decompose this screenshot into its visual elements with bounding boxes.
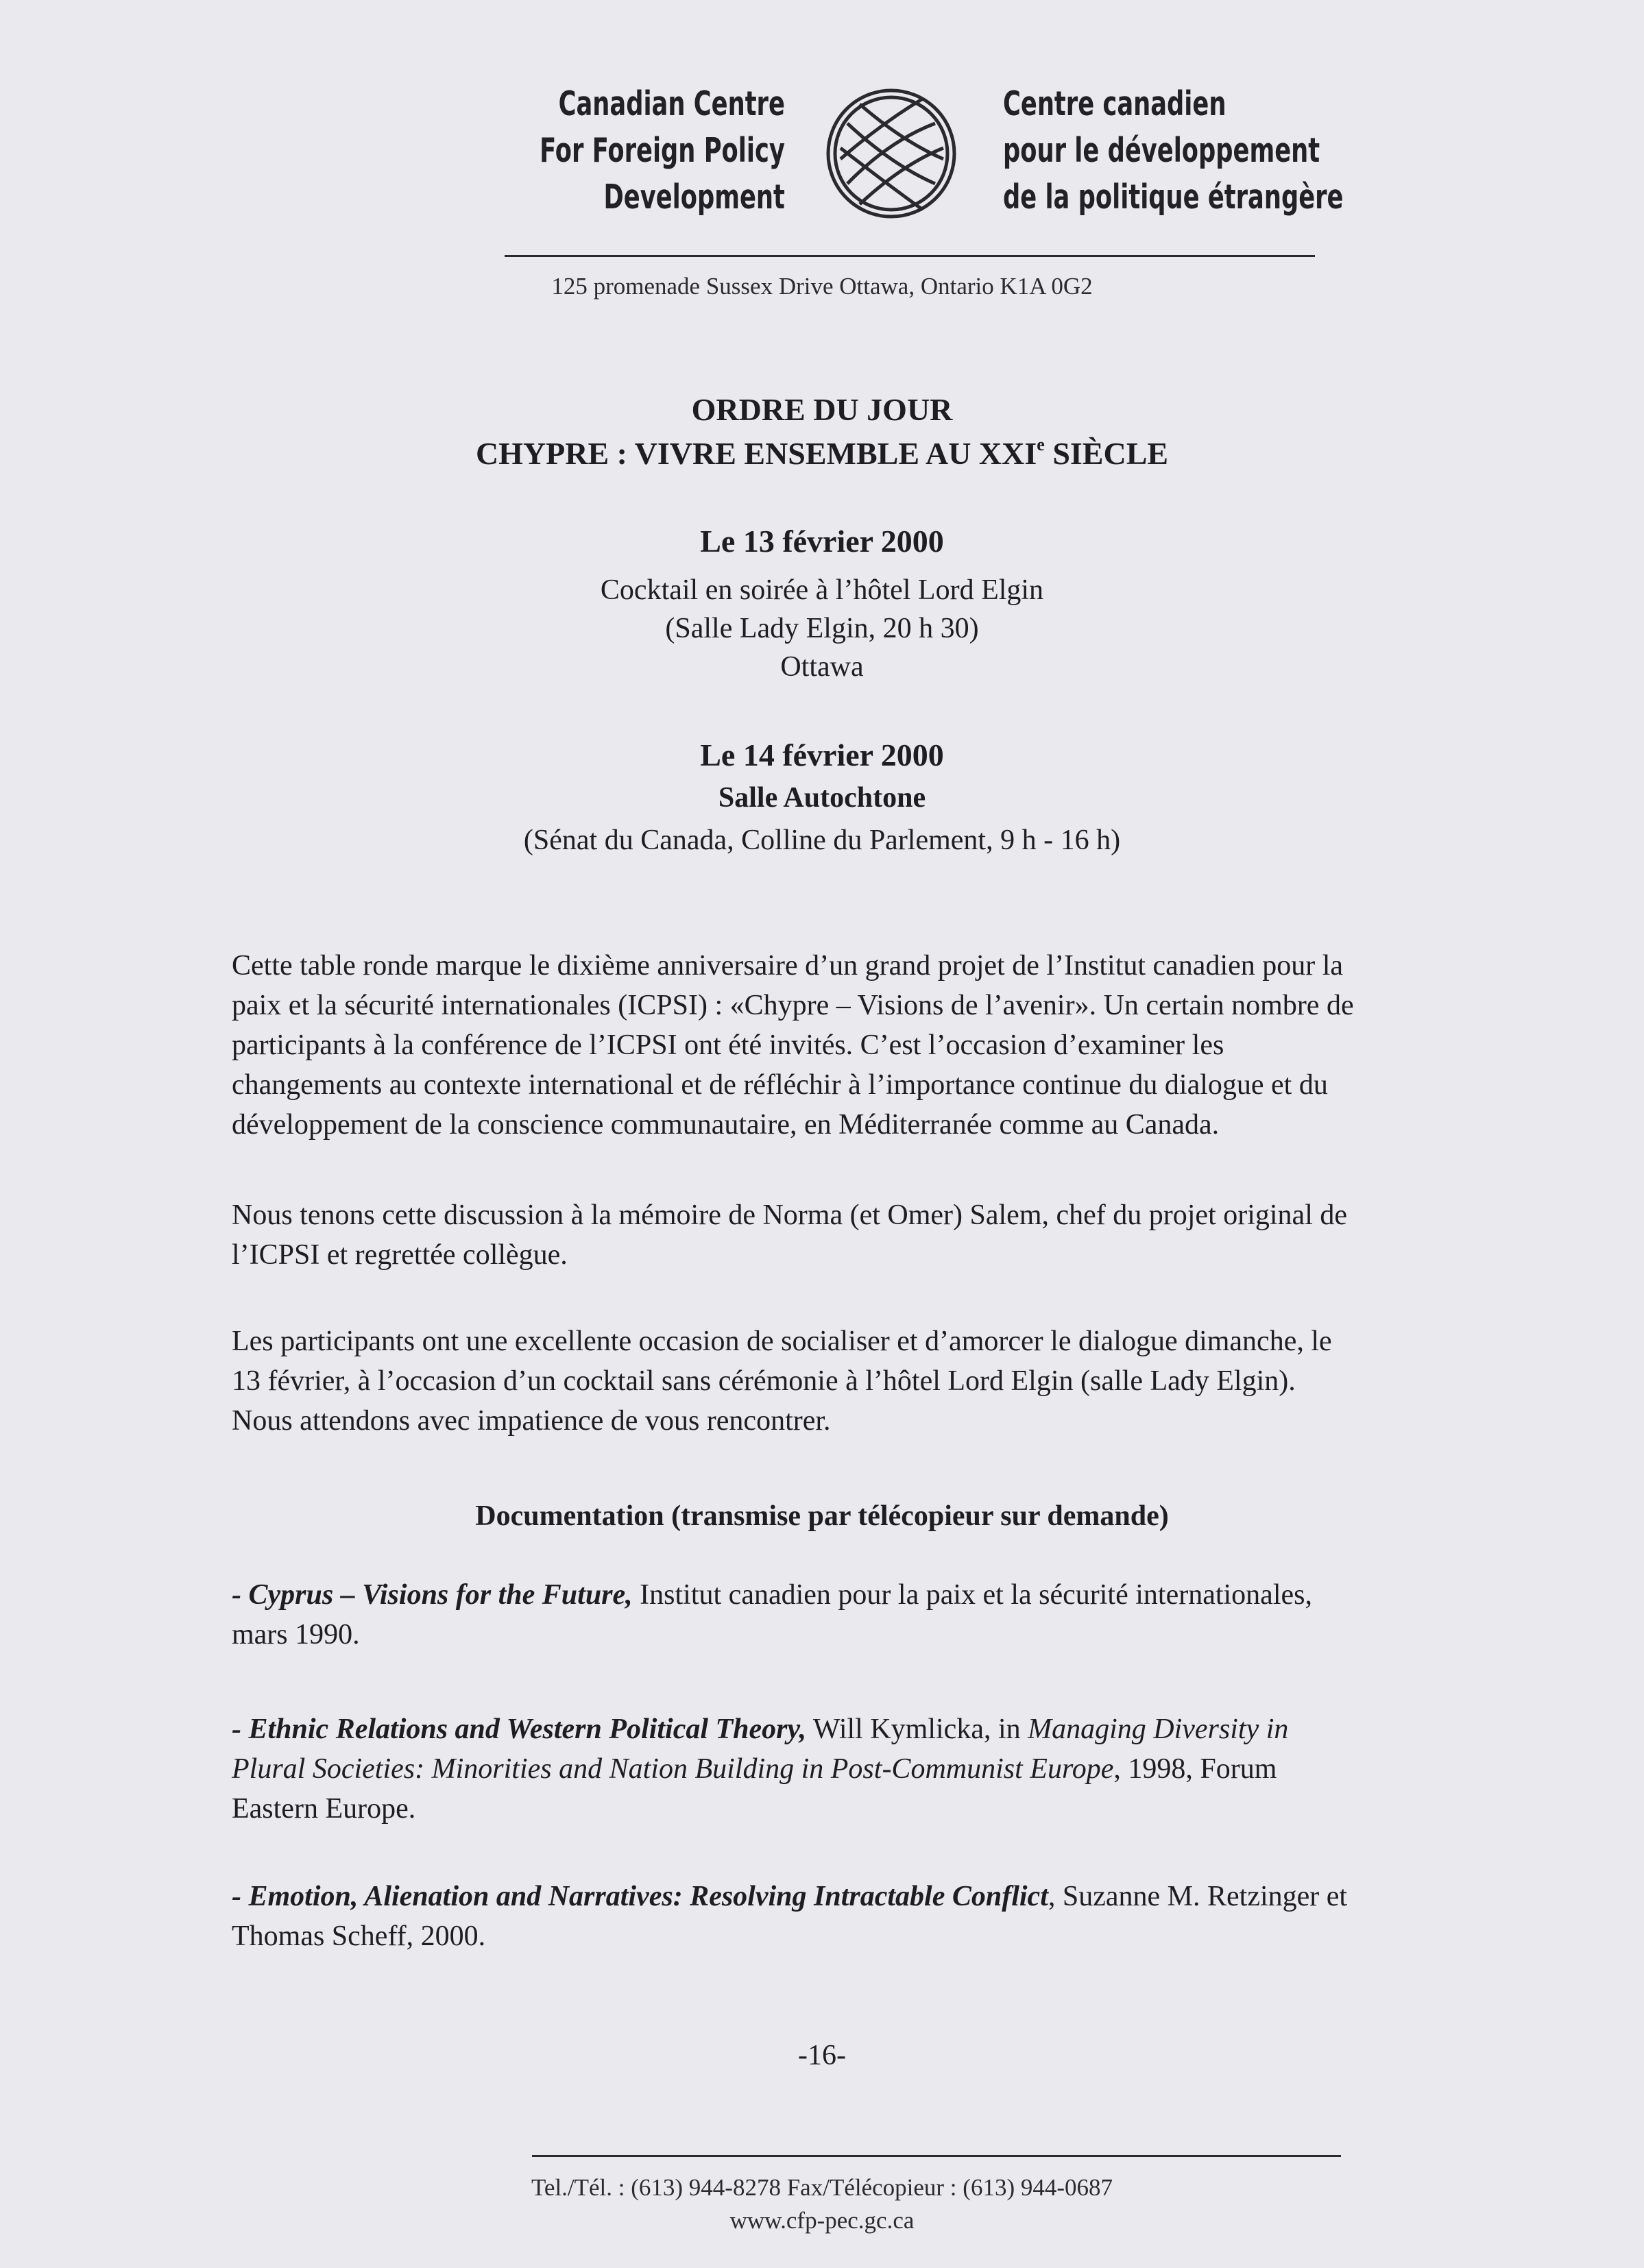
day1-line2: (Salle Lady Elgin, 20 h 30) [665, 613, 979, 644]
documentation-item-line: Eastern Europe. [232, 1793, 416, 1825]
letterhead-english-line: For Foreign Policy [540, 131, 785, 170]
documentation-item-line: Thomas Scheff, 2000. [232, 1921, 486, 1952]
documentation-item-line: - Emotion, Alienation and Narratives: Resolving Intractable Conflict, Suzanne M. Retzinger et [232, 1881, 1348, 1912]
documentation-item [232, 1877, 1596, 1956]
paragraph-line: 13 février, à l’occasion d’un cocktail sans cérémonie à l’hôtel Lord Elgin (salle Lady Elgin). [232, 1365, 1296, 1397]
header-divider [505, 255, 1315, 257]
documentation-item [232, 1575, 1596, 1655]
documentation-item [232, 1709, 1596, 1829]
agenda-title [0, 388, 1644, 476]
day1-date: Le 13 février 2000 [700, 524, 944, 559]
address: 125 promenade Sussex Drive Ottawa, Ontario K1A 0G2 [551, 273, 1093, 300]
letterhead-french-line: Centre canadien [1003, 84, 1226, 123]
footer [0, 2171, 1644, 2237]
letterhead-english-line: Canadian Centre [558, 84, 785, 123]
paragraph-cocktail [232, 1321, 1596, 1441]
day2-room: Salle Autochtone [718, 782, 926, 814]
day2-date: Le 14 février 2000 [700, 737, 944, 772]
footer-contact: Tel./Tél. : (613) 944-8278 Fax/Télécopieur : (613) 944-0687 [531, 2174, 1113, 2201]
letterhead-french-name [1003, 81, 1343, 221]
documentation-item-line: mars 1990. [232, 1619, 360, 1650]
agenda-title-line2: CHYPRE : VIVRE ENSEMBLE AU XXIe SIÈCLE [475, 435, 1169, 471]
letterhead-french-line: de la politique étrangère [1003, 178, 1344, 217]
documentation-item-line: - Cyprus – Visions for the Future, Institut canadien pour la paix et la sécurité internationales, [232, 1579, 1312, 1611]
letterhead-english-name [540, 81, 785, 221]
agenda-title-line1: ORDRE DU JOUR [691, 392, 953, 427]
page-number: -16- [798, 2040, 846, 2071]
paragraph-line: Les participants ont une excellente occasion de socialiser et d’amorcer le dialogue dimanche, le [232, 1326, 1332, 1357]
reference-title: - Ethnic Relations and Western Political Theory, [232, 1714, 807, 1745]
documentation-item-line: - Ethnic Relations and Western Political Theory, Will Kymlicka, in Managing Diversity in [232, 1714, 1289, 1745]
footer-website[interactable]: www.cfp-pec.gc.ca [729, 2207, 915, 2234]
day2-location: (Sénat du Canada, Colline du Parlement, 9 h - 16 h) [523, 825, 1121, 856]
reference-title: - Cyprus – Visions for the Future, [232, 1579, 633, 1611]
paragraph-line: l’ICPSI et regrettée collègue. [232, 1239, 568, 1271]
paragraph-line: Nous attendons avec impatience de vous rencontrer. [232, 1405, 831, 1437]
globe-icon [820, 82, 963, 225]
paragraph-memorial [232, 1195, 1596, 1275]
documentation-item-line: Plural Societies: Minorities and Nation Building in Post-Communist Europe, 1998, Forum [232, 1753, 1277, 1785]
documentation-heading: Documentation (transmise par télécopieur sur demande) [475, 1500, 1169, 1532]
letterhead-english-line: Development [603, 178, 785, 217]
footer-divider [532, 2155, 1341, 2157]
reference-title: - Emotion, Alienation and Narratives: Resolving Intractable Conflict [232, 1881, 1048, 1912]
paragraph-intro [232, 946, 1596, 1145]
letterhead-french-line: pour le développement [1003, 131, 1320, 170]
paragraph-line: changements au contexte international et de réfléchir à l’importance continue du dialogue et du [232, 1069, 1328, 1101]
day1-details [0, 571, 1644, 686]
paragraph-line: participants à la conférence de l’ICPSI ont été invités. C’est l’occasion d’examiner les [232, 1029, 1224, 1061]
paragraph-line: Nous tenons cette discussion à la mémoire de Norma (et Omer) Salem, chef du projet original de [232, 1199, 1348, 1231]
paragraph-line: Cette table ronde marque le dixième anniversaire d’un grand projet de l’Institut canadien pour la [232, 950, 1344, 981]
day1-line1: Cocktail en soirée à l’hôtel Lord Elgin [600, 574, 1044, 606]
day1-line3: Ottawa [780, 651, 864, 683]
paragraph-line: paix et la sécurité internationales (ICPSI) : «Chypre – Visions de l’avenir». Un certain nombre de [232, 990, 1354, 1021]
paragraph-line: développement de la conscience communautaire, en Méditerranée comme au Canada. [232, 1109, 1220, 1141]
